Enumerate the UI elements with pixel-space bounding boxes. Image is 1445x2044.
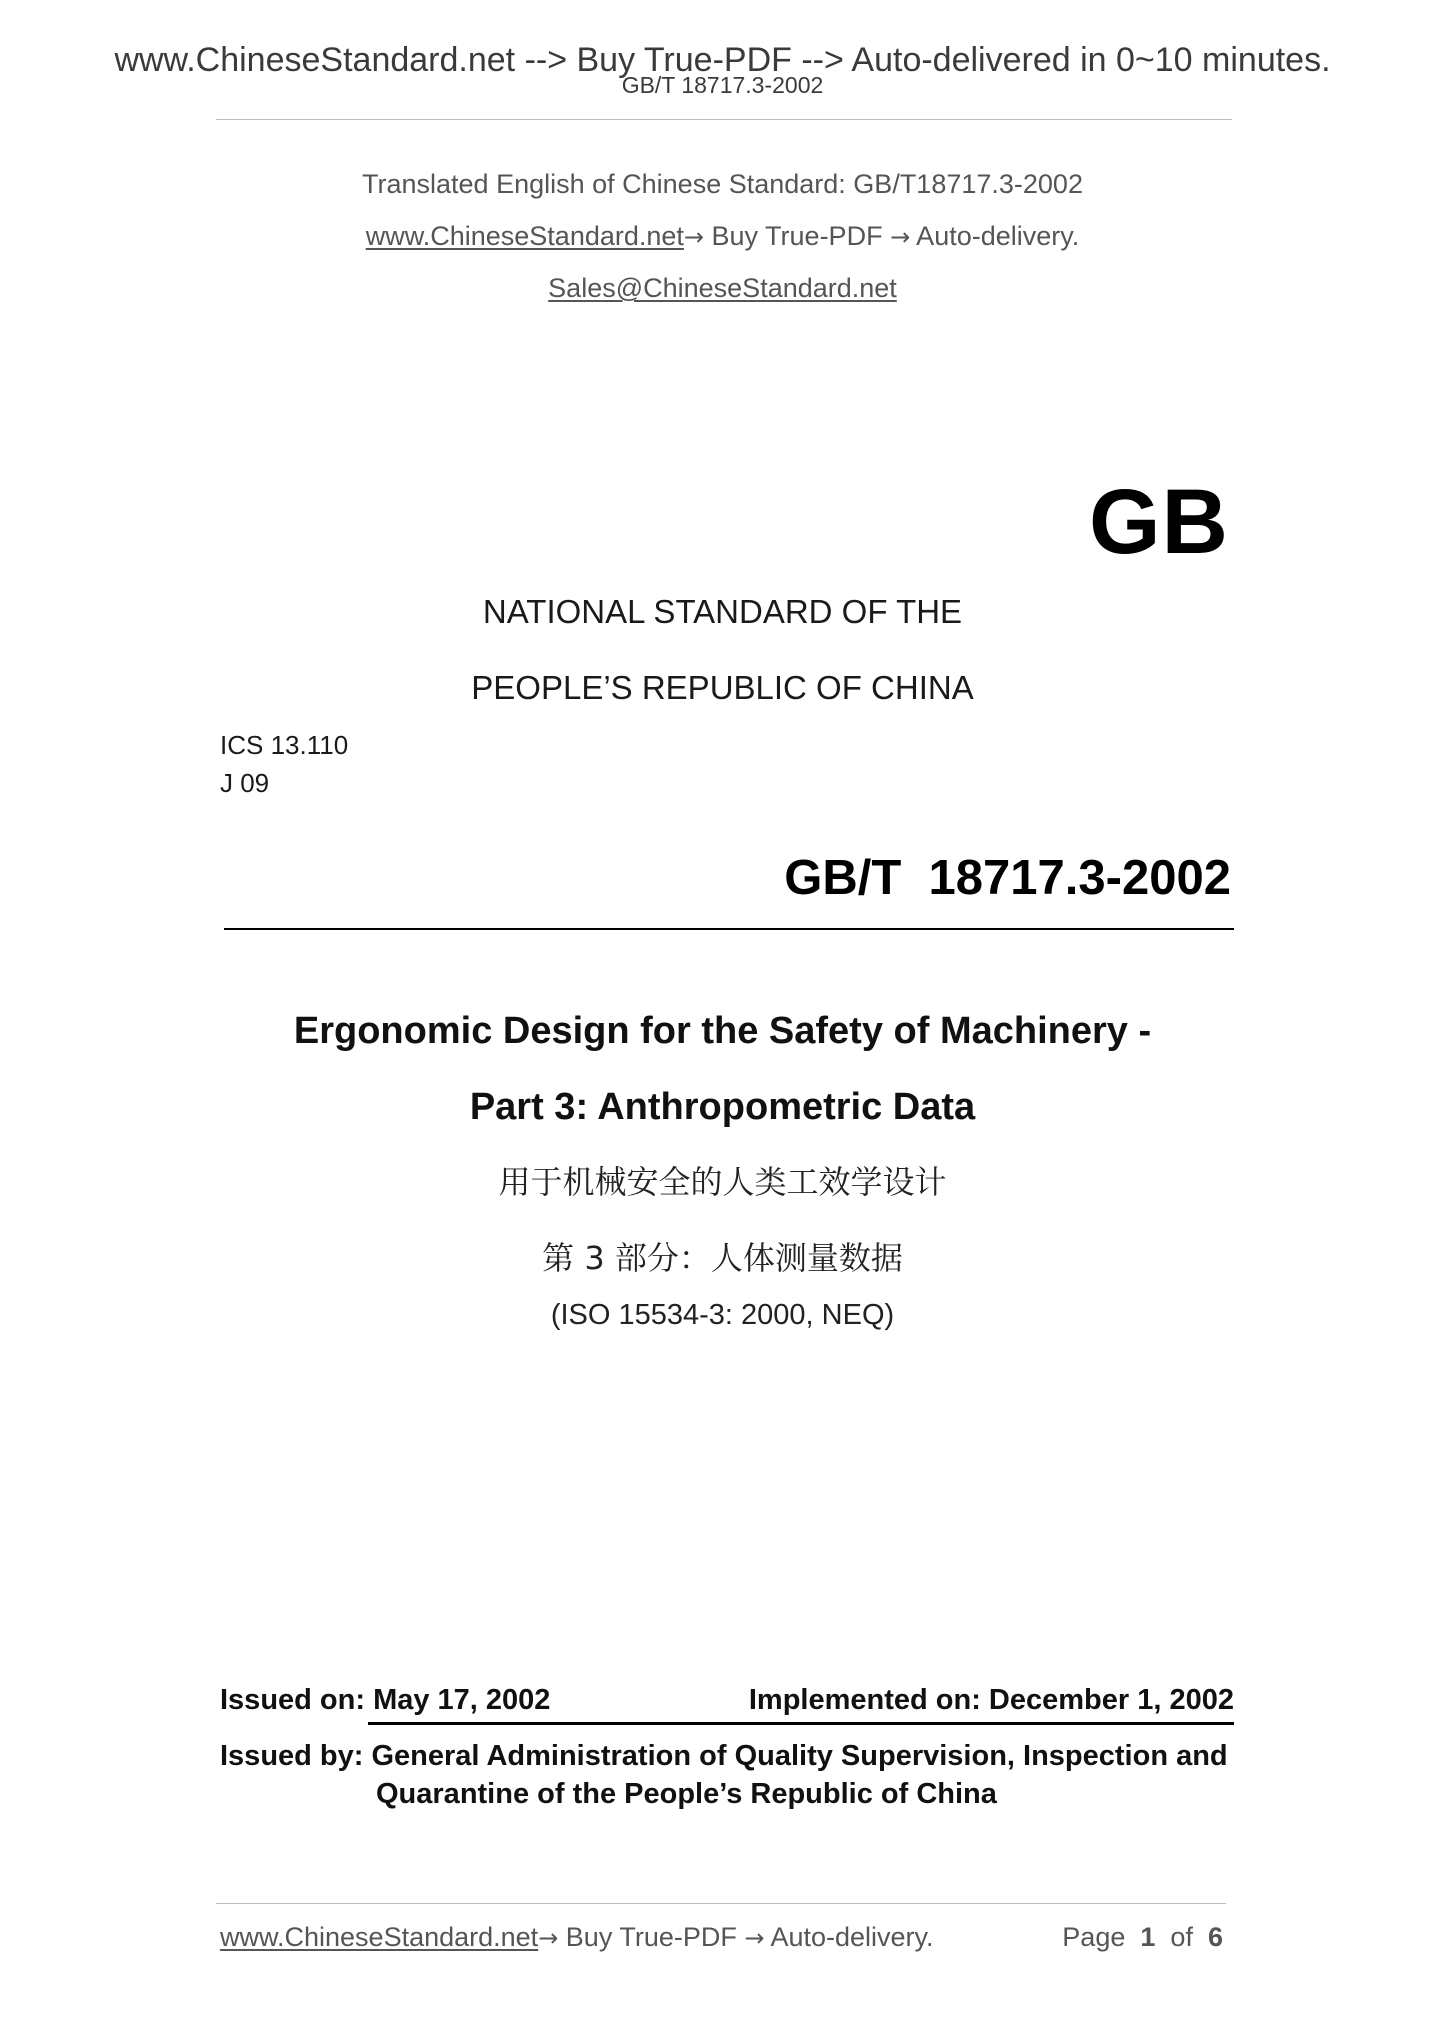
national-standard-line1: NATIONAL STANDARD OF THE <box>482 593 963 630</box>
standard-number-rule <box>224 928 1234 930</box>
header-divider <box>216 119 1232 120</box>
arrow-right-icon: → <box>538 1924 559 1952</box>
footer-auto-delivery-text: Auto-delivery. <box>764 1922 934 1952</box>
top-banner[interactable]: www.ChineseStandard.net --> Buy True-PDF --> Auto-delivered in 0~10 minutes. <box>114 41 1331 79</box>
page-label: Page <box>1062 1922 1126 1952</box>
title-english-line1: Ergonomic Design for the Safety of Machinery - <box>293 1010 1152 1052</box>
footer-buy-true-pdf-text: Buy True-PDF <box>558 1922 745 1952</box>
buy-true-pdf-text: Buy True-PDF <box>704 221 891 251</box>
translated-notice: Translated English of Chinese Standard: GB/T18717.3-2002 <box>362 169 1083 199</box>
purchase-line <box>0 220 1445 253</box>
ics-code: ICS 13.110 <box>220 730 349 760</box>
standard-number: GB/T 18717.3-2002 <box>784 851 1231 905</box>
page-of: of <box>1170 1922 1193 1952</box>
issued-by <box>220 1737 1240 1813</box>
page-total: 6 <box>1207 1922 1223 1952</box>
issuance-rule <box>368 1722 1234 1725</box>
footer-divider <box>216 1903 1226 1904</box>
sales-email-link[interactable]: Sales@ChineseStandard.net <box>548 273 897 303</box>
page-indicator <box>1062 1921 1223 1953</box>
issued-by-line1: Issued by: General Administration of Quality Supervision, Inspection and <box>220 1740 1228 1772</box>
title-chinese-line2: 第 3 部分：人体测量数据 <box>542 1239 903 1277</box>
page-current: 1 <box>1140 1922 1156 1952</box>
arrow-right-icon: → <box>683 223 705 251</box>
footer-purchase-line <box>220 1921 934 1954</box>
implemented-on-date: Implemented on: December 1, 2002 <box>748 1684 1234 1716</box>
footer-site-link[interactable]: www.ChineseStandard.net <box>220 1922 539 1952</box>
ccs-code: J 09 <box>220 768 270 798</box>
title-chinese-line1: 用于机械安全的人类工效学设计 <box>498 1163 947 1201</box>
email-line <box>0 272 1445 304</box>
gb-logo: GB <box>1089 471 1229 573</box>
national-standard-line2: PEOPLE’S REPUBLIC OF CHINA <box>471 669 974 706</box>
issued-by-line2: Quarantine of the People’s Republic of China <box>376 1778 997 1810</box>
arrow-right-icon: → <box>744 1924 765 1952</box>
site-link[interactable]: www.ChineseStandard.net <box>365 221 684 251</box>
iso-reference: (ISO 15534-3: 2000, NEQ) <box>550 1299 895 1331</box>
running-header: GB/T 18717.3-2002 <box>621 72 824 98</box>
issued-on-date: Issued on: May 17, 2002 <box>220 1684 551 1716</box>
auto-delivery-text: Auto-delivery. <box>910 221 1080 251</box>
arrow-right-icon: → <box>890 223 911 251</box>
title-english-line2: Part 3: Anthropometric Data <box>469 1086 976 1128</box>
